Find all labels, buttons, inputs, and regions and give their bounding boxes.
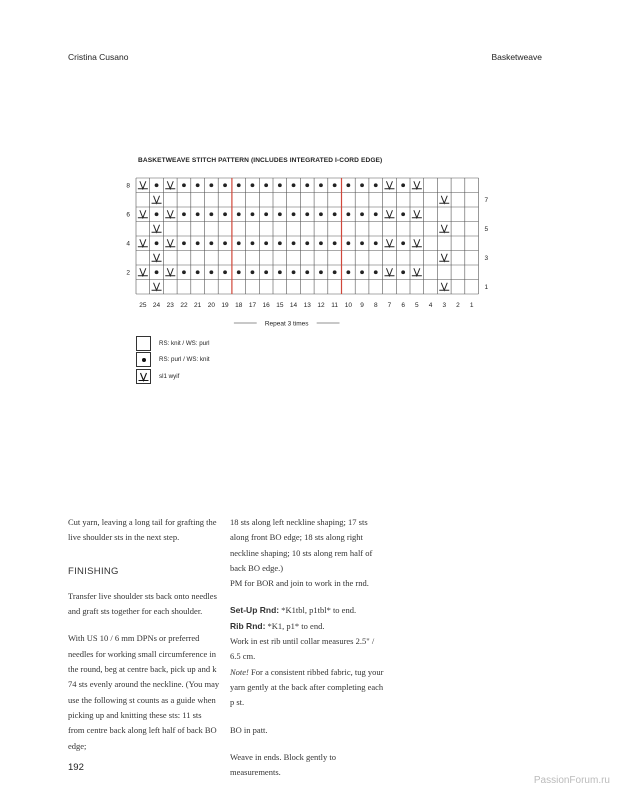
purl-dot-mark [360, 212, 364, 216]
column-number-label: 21 [194, 302, 202, 309]
purl-dot-mark [374, 183, 378, 187]
rib-rnd-label: Rib Rnd: [230, 620, 266, 631]
slip-stitch-mark [165, 268, 175, 276]
slip-stitch-mark [138, 268, 148, 276]
column-number-label: 7 [387, 302, 392, 309]
setup-rnd-text: *K1tbl, p1tbl* to end. [279, 605, 357, 616]
purl-dot-mark [305, 212, 309, 216]
column-number-label: 13 [303, 302, 311, 309]
running-header-author: Cristina Cusano [68, 52, 129, 62]
purl-dot-mark [264, 212, 268, 216]
row-number-label: 2 [126, 269, 130, 277]
slip-stitch-mark [384, 239, 394, 247]
column-number-label: 19 [221, 302, 229, 309]
purl-dot-mark [346, 212, 350, 216]
purl-dot-mark [155, 270, 159, 274]
purl-dot-mark [401, 270, 405, 274]
row-number-label: 3 [484, 255, 489, 263]
column-number-label: 5 [415, 302, 419, 309]
purl-dot-mark [237, 270, 241, 274]
slip-stitch-mark [439, 225, 449, 233]
purl-dot-mark [346, 183, 350, 187]
note-text: For a consistent ribbed fabric, tug your yarn gently at the back after completing each p st. [230, 666, 384, 708]
purl-dot-mark [264, 241, 268, 245]
purl-dot-mark [360, 183, 364, 187]
column-number-label: 4 [428, 302, 433, 309]
slip-stitch-mark [152, 225, 162, 233]
column-number-label: 11 [331, 302, 339, 309]
slip-stitch-mark [412, 181, 422, 189]
paragraph-pm-bor: PM for BOR and join to work in the rnd. [230, 578, 369, 589]
purl-dot-mark [196, 270, 200, 274]
paragraph-weave-ends: Weave in ends. Block gently to measurements. [230, 751, 337, 778]
slip-stitch-mark [384, 210, 394, 218]
row-number-label: 8 [126, 182, 130, 190]
slip-stitch-mark [138, 210, 148, 218]
slip-stitch-icon [136, 369, 151, 384]
purl-dot-mark [223, 241, 227, 245]
purl-dot-mark [401, 241, 405, 245]
column-number-label: 3 [442, 302, 447, 309]
purl-dot-mark [182, 212, 186, 216]
purl-dot-mark [196, 212, 200, 216]
slip-stitch-mark [152, 254, 162, 262]
column-number-label: 23 [166, 302, 174, 309]
legend-label-purl: RS: purl / WS: knit [159, 356, 210, 363]
purl-dot-mark [305, 241, 309, 245]
slip-stitch-mark [138, 239, 148, 247]
purl-dot-mark [278, 212, 282, 216]
purl-dot-mark [155, 212, 159, 216]
purl-dot-mark [278, 183, 282, 187]
column-number-label: 15 [276, 302, 284, 309]
purl-dot-mark [278, 241, 282, 245]
purl-dot-mark [209, 183, 213, 187]
purl-dot-mark [333, 183, 337, 187]
rib-rnd-text: *K1, p1* to end. [265, 620, 325, 631]
row-number-label: 1 [484, 284, 489, 292]
row-number-label: 5 [484, 226, 489, 234]
purl-dot-mark [237, 241, 241, 245]
watermark: PassionForum.ru [533, 775, 610, 786]
repeat-label: Repeat 3 times [264, 320, 309, 328]
blank-square-icon [136, 336, 151, 351]
column-number-label: 20 [207, 302, 215, 309]
purl-dot-mark [223, 212, 227, 216]
legend-label-knit: RS: knit / WS: purl [159, 340, 210, 347]
chart-title: BASKETWEAVE STITCH PATTERN (INCLUDES INTEGRATED I-CORD EDGE) [138, 157, 383, 164]
purl-dot-mark [223, 270, 227, 274]
paragraph-st-counts: 18 sts along left neckline shaping; 17 sts along front BO edge; 18 sts along right neckline shaping; 10 sts along rem half of back BO edge.) [230, 517, 373, 573]
purl-dot-mark [182, 183, 186, 187]
purl-dot-mark [237, 183, 241, 187]
purl-dot-mark [305, 183, 309, 187]
purl-dot-mark [292, 212, 296, 216]
slip-stitch-mark [165, 210, 175, 218]
text-column-right [230, 515, 385, 792]
legend-label-slip: sl1 wyif [159, 373, 180, 380]
slip-stitch-mark [138, 181, 148, 189]
column-number-label: 24 [152, 302, 161, 309]
slip-stitch-mark [384, 181, 394, 189]
purl-dot-mark [278, 270, 282, 274]
page-number: 192 [68, 762, 84, 773]
row-number-label: 6 [126, 211, 130, 219]
text-column-left [68, 515, 220, 766]
purl-dot-mark [292, 270, 296, 274]
purl-dot-mark [333, 270, 337, 274]
purl-dot-mark [360, 270, 364, 274]
purl-dot-mark [319, 241, 323, 245]
slip-stitch-mark [412, 210, 422, 218]
purl-dot-mark [319, 212, 323, 216]
purl-dot-mark [209, 212, 213, 216]
purl-dot-mark [333, 241, 337, 245]
slip-stitch-mark [152, 196, 162, 204]
slip-stitch-mark [412, 239, 422, 247]
column-number-label: 2 [456, 302, 460, 309]
slip-stitch-mark [439, 254, 449, 262]
purl-dot-mark [292, 183, 296, 187]
paragraph-cut-yarn: Cut yarn, leaving a long tail for grafting the live shoulder sts in the next step. [68, 517, 217, 543]
purl-dot-mark [401, 183, 405, 187]
column-number-label: 10 [344, 302, 352, 309]
column-number-label: 18 [235, 302, 243, 309]
paragraph-work-rib: Work in est rib until collar measures 2.5" / 6.5 cm. [230, 636, 375, 662]
purl-dot-mark [264, 270, 268, 274]
dot-square-icon [136, 352, 151, 367]
purl-dot-mark [251, 241, 255, 245]
column-number-label: 8 [373, 302, 378, 309]
column-number-label: 22 [180, 302, 188, 309]
paragraph-transfer: Transfer live shoulder sts back onto needles and graft sts together for each shoulder. [68, 590, 217, 617]
column-number-label: 1 [469, 302, 474, 309]
purl-dot-mark [319, 270, 323, 274]
row-number-label: 4 [126, 240, 130, 248]
purl-dot-mark [374, 270, 378, 274]
purl-dot-mark [155, 241, 159, 245]
purl-dot-mark [223, 183, 227, 187]
setup-rnd-label: Set-Up Rnd: [230, 605, 280, 616]
purl-dot-mark [182, 241, 186, 245]
paragraph-note [230, 665, 385, 711]
purl-dot-mark [401, 212, 405, 216]
section-heading-finishing: FINISHING [68, 565, 119, 577]
slip-stitch-mark [152, 283, 162, 291]
purl-dot-mark [196, 241, 200, 245]
purl-dot-mark [305, 270, 309, 274]
column-number-label: 14 [289, 302, 298, 309]
instruction-setup-rnd [230, 603, 385, 618]
instruction-rib-rnd [230, 619, 385, 634]
column-number-label: 17 [248, 302, 257, 309]
slip-stitch-mark [412, 268, 422, 276]
slip-stitch-mark [439, 283, 449, 291]
running-header-section: Basketweave [491, 52, 542, 62]
slip-stitch-mark [165, 239, 175, 247]
row-number-label: 7 [484, 197, 489, 205]
purl-dot-mark [237, 212, 241, 216]
purl-dot-mark [251, 212, 255, 216]
column-number-label: 6 [401, 302, 405, 309]
column-number-label: 9 [360, 302, 364, 309]
purl-dot-mark [292, 241, 296, 245]
purl-dot-mark [374, 212, 378, 216]
purl-dot-mark [251, 183, 255, 187]
stitch-chart [0, 0, 622, 330]
purl-dot-mark [346, 241, 350, 245]
purl-dot-mark [251, 270, 255, 274]
paragraph-bind-off: BO in patt. [230, 724, 268, 735]
paragraph-pick-up: With US 10 / 6 mm DPNs or preferred needles for working small circumference in the round, beg at centre back, pick up and k 74 sts evenly around the neckline. (You may use the following st counts as a guide when picking up and knitting these sts: 11 sts from centre back along left half of back BO edge; [68, 633, 220, 751]
purl-dot-mark [209, 270, 213, 274]
purl-dot-mark [209, 241, 213, 245]
purl-dot-mark [374, 241, 378, 245]
slip-stitch-mark [439, 196, 449, 204]
purl-dot-mark [155, 183, 159, 187]
purl-dot-mark [360, 241, 364, 245]
purl-dot-mark [346, 270, 350, 274]
purl-dot-mark [196, 183, 200, 187]
purl-dot-mark [333, 212, 337, 216]
slip-stitch-mark [165, 181, 175, 189]
column-number-label: 25 [139, 302, 147, 309]
column-number-label: 12 [317, 302, 325, 309]
purl-dot-mark [319, 183, 323, 187]
purl-dot-mark [182, 270, 186, 274]
column-number-label: 16 [262, 302, 270, 309]
note-label: Note! [230, 666, 249, 677]
purl-dot-mark [264, 183, 268, 187]
slip-stitch-mark [384, 268, 394, 276]
